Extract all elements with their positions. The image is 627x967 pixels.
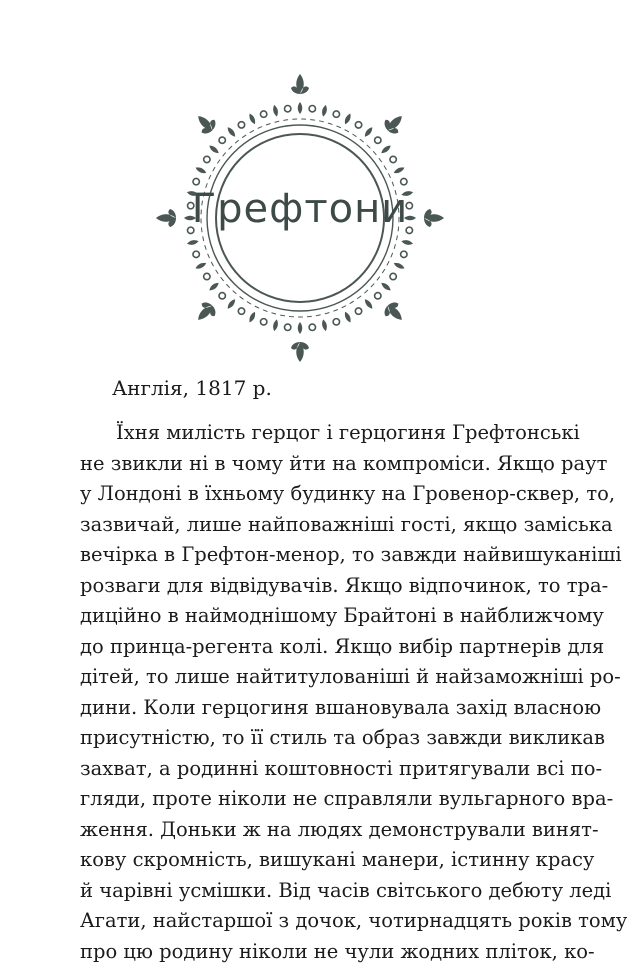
curl-motif-icon [284,324,290,330]
text-line: кову скромність, вишукані манери, істинну красу [80,845,550,876]
curl-motif-icon [219,137,225,143]
leaf-motif-icon [401,240,413,245]
curl-motif-icon [193,251,199,257]
fleur-motif-icon [291,74,309,94]
leaf-motif-icon [298,102,303,114]
curl-motif-icon [375,293,381,299]
curl-motif-icon [260,319,266,325]
leaf-motif-icon [322,319,327,331]
text-line: розваги для відвідувачів. Якщо відпочинок, то тра- [80,571,550,602]
curl-motif-icon [309,105,315,111]
text-line: до принца-регента колі. Якщо вибір партнерів для [80,632,550,663]
text-line: захват, а родинні коштовності притягували всі по- [80,754,550,785]
curl-motif-icon [355,122,361,128]
fleur-motif-icon [291,342,309,362]
curl-motif-icon [390,273,396,279]
curl-motif-icon [355,308,361,314]
leaf-motif-icon [209,283,218,290]
place-date-line: Англія, 1817 р. [112,376,272,400]
curl-motif-icon [219,293,225,299]
leaf-motif-icon [322,105,327,117]
leaf-motif-icon [381,283,390,290]
leaf-motif-icon [394,167,405,173]
chapter-title: Грефтони [150,186,450,232]
leaf-motif-icon [228,127,235,136]
curl-motif-icon [333,111,339,117]
curl-motif-icon [401,251,407,257]
curl-motif-icon [204,156,210,162]
leaf-motif-icon [249,312,255,323]
curl-motif-icon [260,111,266,117]
leaf-motif-icon [273,319,278,331]
text-line: не звикли ні в чому йти на компроміси. Якщо раут [80,449,550,480]
curl-motif-icon [401,178,407,184]
text-line: Агати, найстаршої з дочок, чотирнадцять років тому [80,906,550,937]
leaf-motif-icon [394,263,405,269]
curl-motif-icon [238,308,244,314]
curl-motif-icon [375,137,381,143]
fleur-motif-icon [192,110,219,137]
leaf-motif-icon [195,263,206,269]
curl-motif-icon [238,122,244,128]
body-text [80,418,550,967]
leaf-motif-icon [209,146,218,153]
curl-motif-icon [204,273,210,279]
text-line: диційно в наймоднішому Брайтоні в найближчому [80,601,550,632]
leaf-motif-icon [365,127,372,136]
fleur-motif-icon [192,299,219,326]
leaf-motif-icon [381,146,390,153]
curl-motif-icon [193,178,199,184]
text-line: у Лондоні в їхньому будинку на Гровенор-сквер, то, [80,479,550,510]
text-line: й чарівні усмішки. Від часів світського дебюту леді [80,876,550,907]
leaf-motif-icon [298,322,303,334]
leaf-motif-icon [345,312,351,323]
text-line: гляди, проте ніколи не справляли вульгарного вра- [80,784,550,815]
leaf-motif-icon [228,299,235,308]
leaf-motif-icon [273,105,278,117]
leaf-motif-icon [249,113,255,124]
curl-motif-icon [390,156,396,162]
fleur-motif-icon [381,110,408,137]
leaf-motif-icon [187,240,199,245]
curl-motif-icon [309,324,315,330]
fleur-motif-icon [381,299,408,326]
text-line: ження. Доньки ж на людях демонстрували винят- [80,815,550,846]
text-line: зазвичай, лише найповажніші гості, якщо заміська [80,510,550,541]
text-line: дітей, то лише найтитулованіші й найзаможніші ро- [80,662,550,693]
text-line: присутністю, то її стиль та образ завжди викликав [80,723,550,754]
text-line: вечірка в Грефтон-менор, то завжди найвишуканіші [80,540,550,571]
leaf-motif-icon [195,167,206,173]
leaf-motif-icon [345,113,351,124]
curl-motif-icon [333,319,339,325]
text-line: про цю родину ніколи не чули жодних пліток, ко- [80,937,550,967]
text-line: дини. Коли герцогиня вшановувала захід власною [80,693,550,724]
leaf-motif-icon [365,299,372,308]
curl-motif-icon [284,105,290,111]
text-line: Їхня милість герцог і герцогиня Грефтонські [80,418,550,449]
